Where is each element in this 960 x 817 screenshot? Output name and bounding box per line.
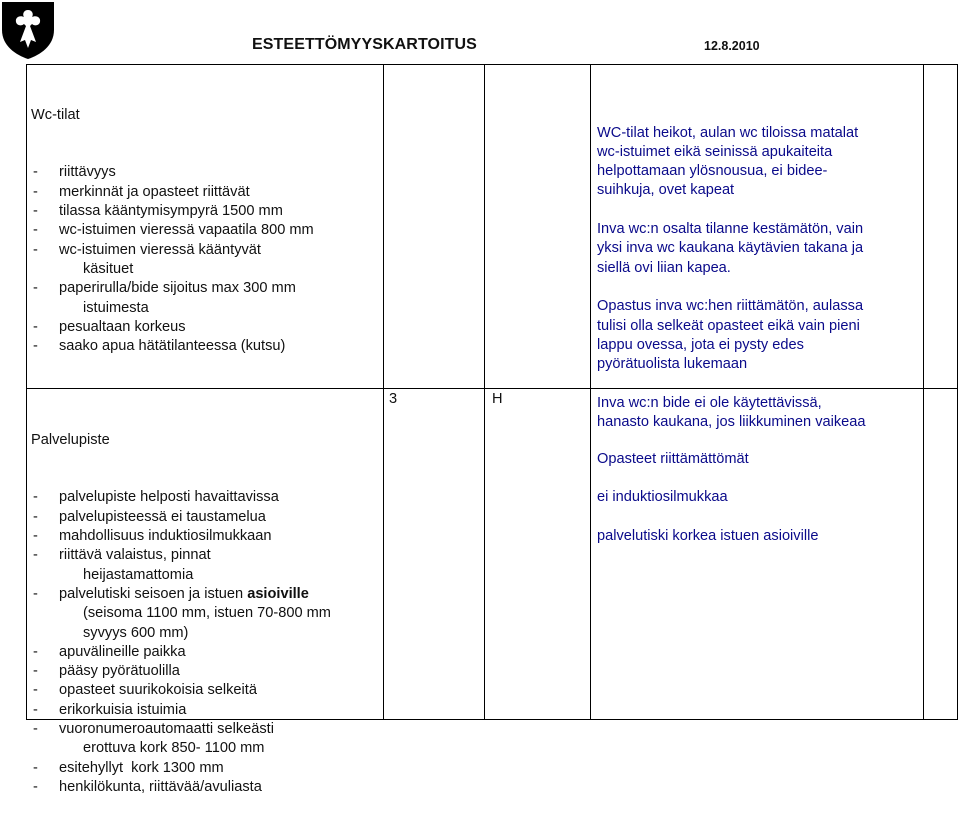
list-item: - henkilökunta, riittävää/avuliasta xyxy=(31,778,331,797)
wc-heading: Wc-tilat xyxy=(31,106,80,123)
note-line: siellä ovi liian kapea. xyxy=(597,259,731,276)
list-item: - riittävä valaistus, pinnat xyxy=(31,546,331,565)
list-item: käsituet xyxy=(83,260,134,277)
note-line: tulisi olla selkeät opasteet eikä vain pieni xyxy=(597,317,860,334)
list-item: - wc-istuimen vieressä vapaatila 800 mm xyxy=(31,221,314,240)
bullet-dash: - xyxy=(33,338,38,355)
document-title: ESTEETTÖMYYSKARTOITUS xyxy=(252,36,477,53)
list-item: - wc-istuimen vieressä kääntyvät xyxy=(31,241,314,260)
bullet-dash: - xyxy=(33,778,38,795)
service-criteria-cell xyxy=(31,392,331,817)
bullet-dash: - xyxy=(33,241,38,258)
list-item: erottuva kork 850- 1100 mm xyxy=(83,740,265,757)
column-divider xyxy=(383,64,384,720)
column-divider xyxy=(484,64,485,720)
list-item: - riittävyys xyxy=(31,163,314,182)
bullet-dash: - xyxy=(33,663,38,680)
paragraph-gap xyxy=(597,507,818,526)
bullet-dash: - xyxy=(33,508,38,525)
column-divider xyxy=(26,64,27,720)
list-item: - paperirulla/bide sijoitus max 300 mm xyxy=(31,279,314,298)
bullet-dash: - xyxy=(33,203,38,220)
list-item: - esitehyllyt kork 1300 mm xyxy=(31,759,331,778)
table-right-border xyxy=(957,64,958,720)
list-item: - palvelutiski seisoen ja istuen asioiville xyxy=(31,585,331,604)
bullet-dash: - xyxy=(33,547,38,564)
paragraph-gap xyxy=(597,201,866,220)
list-item: - erikorkuisia istuimia xyxy=(31,701,331,720)
bullet-dash: - xyxy=(33,682,38,699)
list-item: (seisoma 1100 mm, istuen 70-800 mm xyxy=(83,605,331,622)
service-criteria-list xyxy=(31,488,331,797)
bullet-dash: - xyxy=(33,528,38,545)
bullet-dash: - xyxy=(33,759,38,776)
bullet-dash: - xyxy=(33,183,38,200)
note-line: yksi inva wc kaukana käytävien takana ja xyxy=(597,240,864,257)
note-line: suihkuja, ovet kapeat xyxy=(597,182,735,199)
list-item: - tilassa kääntymisympyrä 1500 mm xyxy=(31,202,314,221)
bullet-dash: - xyxy=(33,489,38,506)
document-date: 12.8.2010 xyxy=(704,39,760,53)
service-heading: Palvelupiste xyxy=(31,431,110,448)
paragraph-gap xyxy=(597,278,866,297)
service-rating-letter: H xyxy=(492,391,503,407)
list-item: - palvelupisteessä ei taustamelua xyxy=(31,508,331,527)
list-item: - pesualtaan korkeus xyxy=(31,318,314,337)
list-item: heijastamattomia xyxy=(83,566,194,583)
list-item: - opasteet suurikokoisia selkeitä xyxy=(31,681,331,700)
note-line: wc-istuimet eikä seinissä apukaiteita xyxy=(597,143,833,160)
note-line: hanasto kaukana, jos liikkuminen vaikeaa xyxy=(597,414,866,431)
list-item: - palvelupiste helposti havaittavissa xyxy=(31,488,331,507)
note-line: Opasteet riittämättömät xyxy=(597,450,749,467)
wc-criteria-list xyxy=(31,163,314,356)
column-divider xyxy=(590,64,591,720)
list-item: - pääsy pyörätuolilla xyxy=(31,662,331,681)
note-line: pyörätuolista lukemaan xyxy=(597,356,748,373)
service-notes-list xyxy=(597,450,818,546)
bullet-dash: - xyxy=(33,585,38,602)
bullet-dash: - xyxy=(33,280,38,297)
note-line: ei induktiosilmukkaa xyxy=(597,489,728,506)
table-top-border xyxy=(26,64,958,65)
note-line: WC-tilat heikot, aulan wc tiloissa matalat xyxy=(597,124,859,141)
bullet-dash: - xyxy=(33,222,38,239)
list-item: - saako apua hätätilanteessa (kutsu) xyxy=(31,337,314,356)
column-divider xyxy=(923,64,924,720)
note-line: helpottamaan ylösnousua, ei bidee- xyxy=(597,163,828,180)
service-rating-number: 3 xyxy=(389,391,398,407)
bullet-dash: - xyxy=(33,318,38,335)
list-item: - vuoronumeroautomaatti selkeästi xyxy=(31,720,331,739)
list-item: syvyys 600 mm) xyxy=(83,624,189,641)
paragraph-gap xyxy=(597,374,866,393)
note-line: Opastus inva wc:hen riittämätön, aulassa xyxy=(597,298,864,315)
wc-notes-cell xyxy=(597,85,866,452)
service-notes-cell xyxy=(597,411,818,565)
wc-criteria-cell xyxy=(31,67,314,376)
list-item: - apuvälineille paikka xyxy=(31,643,331,662)
paragraph-gap xyxy=(597,469,818,488)
list-item: - mahdollisuus induktiosilmukkaan xyxy=(31,527,331,546)
bullet-dash: - xyxy=(33,721,38,738)
bullet-dash: - xyxy=(33,164,38,181)
municipality-logo xyxy=(0,0,56,60)
note-line: Inva wc:n bide ei ole käytettävissä, xyxy=(597,394,822,411)
bullet-dash: - xyxy=(33,701,38,718)
list-item: - merkinnät ja opasteet riittävät xyxy=(31,183,314,202)
note-line: Inva wc:n osalta tilanne kestämätön, vain xyxy=(597,221,864,238)
bullet-dash: - xyxy=(33,643,38,660)
list-item: istuimesta xyxy=(83,299,149,316)
note-line: lappu ovessa, jota ei pysty edes xyxy=(597,336,804,353)
note-line: palvelutiski korkea istuen asioiville xyxy=(597,527,819,544)
wc-notes-list xyxy=(597,124,866,433)
